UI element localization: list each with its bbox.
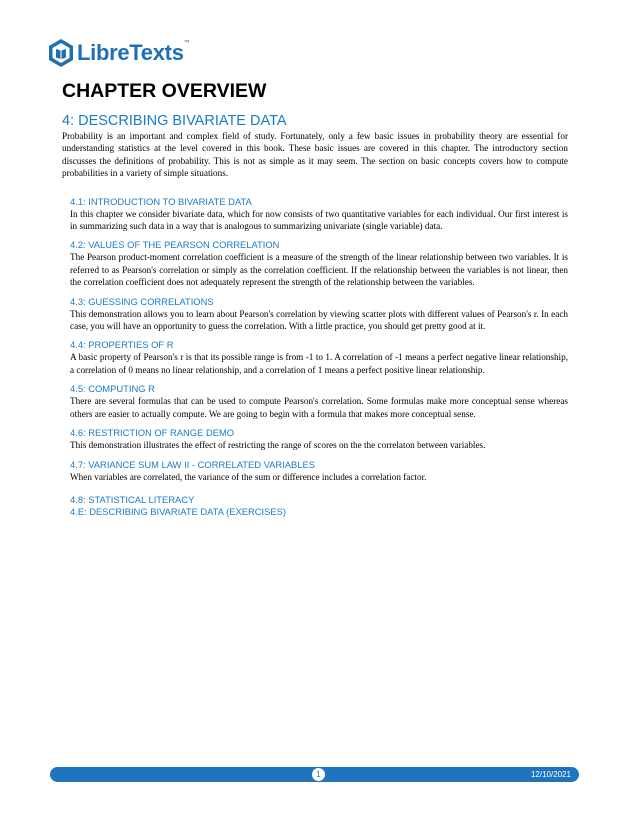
section-item: [70, 494, 568, 518]
section-link[interactable]: 4.4: PROPERTIES OF R: [70, 339, 174, 351]
section-description: There are several formulas that can be used to compute Pearson's correlation. Some formulas make more conceptual sense whereas others are easier to actually compute. We are going to begin with a formula that makes more conceptual sense.: [70, 396, 568, 419]
section-description: This demonstration allows you to learn about Pearson's correlation by viewing scatter plots with different values of Pearson's r. In each case, you will have an opportunity to guess the correlation. With a little practice, you should get pretty good at it.: [70, 308, 568, 332]
libretexts-logo-icon: [48, 38, 74, 68]
section-description: A basic property of Pearson's r is that its possible range is from -1 to 1. A correlation of -1 means a perfect negative linear relationship, a correlation of 0 means no linear relationship, and a correlation of 1 means a perfect positive linear relationship.: [70, 352, 568, 375]
chapter-intro: Probability is an important and complex field of study. Fortunately, only a few basic issues in probability theory are essential for understanding statistics at the level covered in this book. These basic issues are covered in this chapter. The introductory section discusses the definitions of probability. This is not as simple as it may seem. The section on basic concepts covers how to compute probabilities in a variety of simple situations.: [62, 131, 568, 179]
section-item: [70, 196, 568, 233]
section-link[interactable]: 4.7: VARIANCE SUM LAW II - CORRELATED VARIABLES: [70, 458, 316, 470]
libretexts-logo: [48, 38, 189, 68]
section-link[interactable]: 4.5: COMPUTING R: [70, 383, 155, 395]
page-footer: [50, 767, 579, 782]
section-link[interactable]: 4.1: INTRODUCTION TO BIVARIATE DATA: [70, 195, 252, 207]
section-link-exercises[interactable]: 4.E: DESCRIBING BIVARIATE DATA (EXERCISES): [70, 505, 287, 517]
section-description: This demonstration illustrates the effect of restricting the range of scores on the the correlaton between variables.: [70, 440, 486, 451]
section-link[interactable]: 4.2: VALUES OF THE PEARSON CORRELATION: [70, 239, 280, 251]
section-item: [70, 296, 568, 333]
section-link[interactable]: 4.3: GUESSING CORRELATIONS: [70, 295, 214, 307]
page-number: 1: [312, 768, 325, 781]
chapter-content: [62, 113, 568, 525]
section-item: [70, 239, 568, 288]
section-description: In this chapter we consider bivariate data, which for now consists of two quantitative variables for each individual. Our first interest is in summarizing such data in a way that is analogous to summarizing univariate (single variable) data.: [70, 208, 568, 232]
section-description: When variables are correlated, the variance of the sum or difference includes a correlation factor.: [70, 471, 427, 482]
section-list: [62, 196, 568, 518]
page-title: CHAPTER OVERVIEW: [62, 80, 267, 102]
section-item: [70, 459, 568, 483]
section-item: [70, 339, 568, 376]
section-item: [70, 383, 568, 420]
footer-date: 12/10/2021: [530, 770, 571, 779]
section-link[interactable]: 4.6: RESTRICTION OF RANGE DEMO: [70, 427, 235, 439]
chapter-title-link[interactable]: 4: DESCRIBING BIVARIATE DATA: [62, 113, 287, 129]
section-item: [70, 427, 568, 451]
libretexts-wordmark: LibreTexts™: [77, 40, 190, 65]
section-description: The Pearson product-moment correlation coefficient is a measure of the strength of the linear relationship between two variables. It is referred to as Pearson's correlation or simply as the correlation coefficient. If the relationship between the variables is not linear, then the correlation coefficient does not adequately represent the strength of the relationship between the variables.: [70, 252, 568, 288]
section-link-statistical-literacy[interactable]: 4.8: STATISTICAL LITERACY: [70, 493, 195, 505]
